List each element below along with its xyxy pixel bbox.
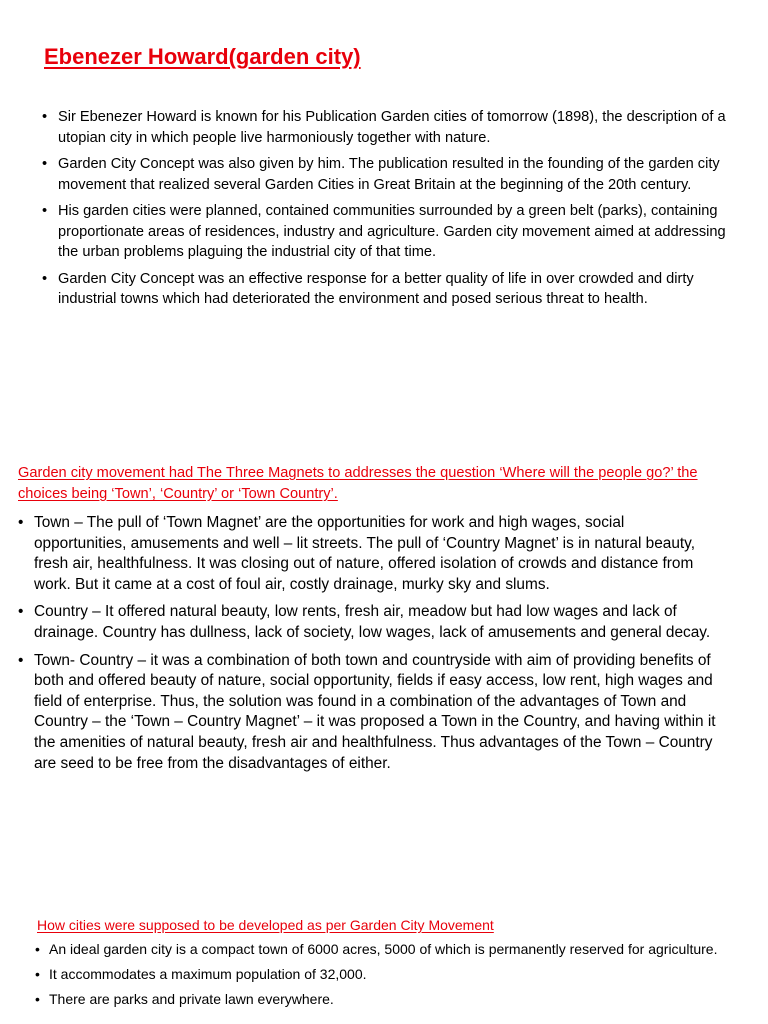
list-item — [18, 513, 718, 595]
development-bullet-list — [35, 940, 725, 1015]
intro-bullet-list — [42, 107, 732, 316]
bullet-icon: • — [18, 651, 24, 669]
list-item — [35, 965, 725, 984]
list-item-text: Sir Ebenezer Howard is known for his Publication Garden cities of tomorrow (1898), the description of a utopian city in which people live harmoniously together with nature. — [58, 109, 726, 146]
list-item — [42, 154, 732, 195]
list-item-text: Garden City Concept was an effective response for a better quality of life in over crowded and dirty industrial towns which had deteriorated the environment and posed serious threat to health. — [58, 270, 694, 307]
bullet-icon: • — [42, 270, 48, 287]
bullet-icon: • — [42, 156, 48, 172]
list-item — [18, 602, 718, 643]
three-magnets-bullet-list — [18, 513, 718, 781]
bullet-icon: • — [35, 941, 40, 957]
list-item — [18, 651, 718, 775]
list-item — [42, 269, 732, 310]
list-item-text: There are parks and private lawn everywhere. — [49, 991, 334, 1007]
page-title: Ebenezer Howard(garden city) — [44, 44, 361, 69]
list-item-text: Country – It offered natural beauty, low rents, fresh air, meadow but had low wages and lack of drainage. Country has dullness, lack of society, low wages, lack of amusements and general decay. — [34, 603, 711, 641]
list-item-text: An ideal garden city is a compact town of 6000 acres, 5000 of which is permanently reserved for agriculture. — [49, 941, 718, 957]
list-item — [42, 201, 732, 263]
bullet-icon: • — [42, 203, 48, 219]
list-item-text: It accommodates a maximum population of 32,000. — [49, 966, 367, 982]
bullet-icon: • — [35, 991, 40, 1007]
development-heading: How cities were supposed to be developed as per Garden City Movement — [37, 917, 494, 933]
bullet-icon: • — [18, 514, 24, 531]
bullet-icon: • — [35, 966, 40, 982]
list-item — [35, 940, 725, 959]
list-item — [35, 990, 725, 1009]
list-item-text: Garden City Concept was also given by him. The publication resulted in the founding of the garden city movement that realized several Garden Cities in Great Britain at the beginning of the 20th century. — [58, 156, 720, 193]
list-item-text: His garden cities were planned, contained communities surrounded by a green belt (parks), containing proportionate areas of residences, industry and agriculture. Garden city movement aimed at addressing the urban problems plaguing the industrial city of that time. — [58, 203, 726, 260]
list-item-text: Town- Country – it was a combination of both town and countryside with aim of providing benefits of both and offered beauty of nature, social opportunity, fields if easy access, low rent, high wages and field of enterprise. Thus, the solution was found in a combination of the advantages of Town and Country – the ‘Town – Country Magnet’ – it was proposed a Town in the Country, and having within it the amenities of natural beauty, fresh air and healthfulness. Thus advantages of the Town – Country are seed to be free from the disadvantages of either. — [34, 651, 716, 772]
list-item — [42, 107, 732, 148]
three-magnets-heading: Garden city movement had The Three Magnets to addresses the question ‘Where will the people go?’ the choices being ‘Town’, ‘Country’ or ‘Town Country’. — [18, 465, 698, 502]
bullet-icon: • — [18, 603, 24, 621]
list-item-text: Town – The pull of ‘Town Magnet’ are the opportunities for work and high wages, social opportunities, amusements and well – lit streets. The pull of ‘Country Magnet’ is in natural beauty, fresh air, healthfulness. It was closing out of nature, offered isolation of crowds and distance from work. But it came at a cost of foul air, costly drainage, murky sky and slums. — [34, 514, 695, 593]
bullet-icon: • — [42, 109, 48, 125]
